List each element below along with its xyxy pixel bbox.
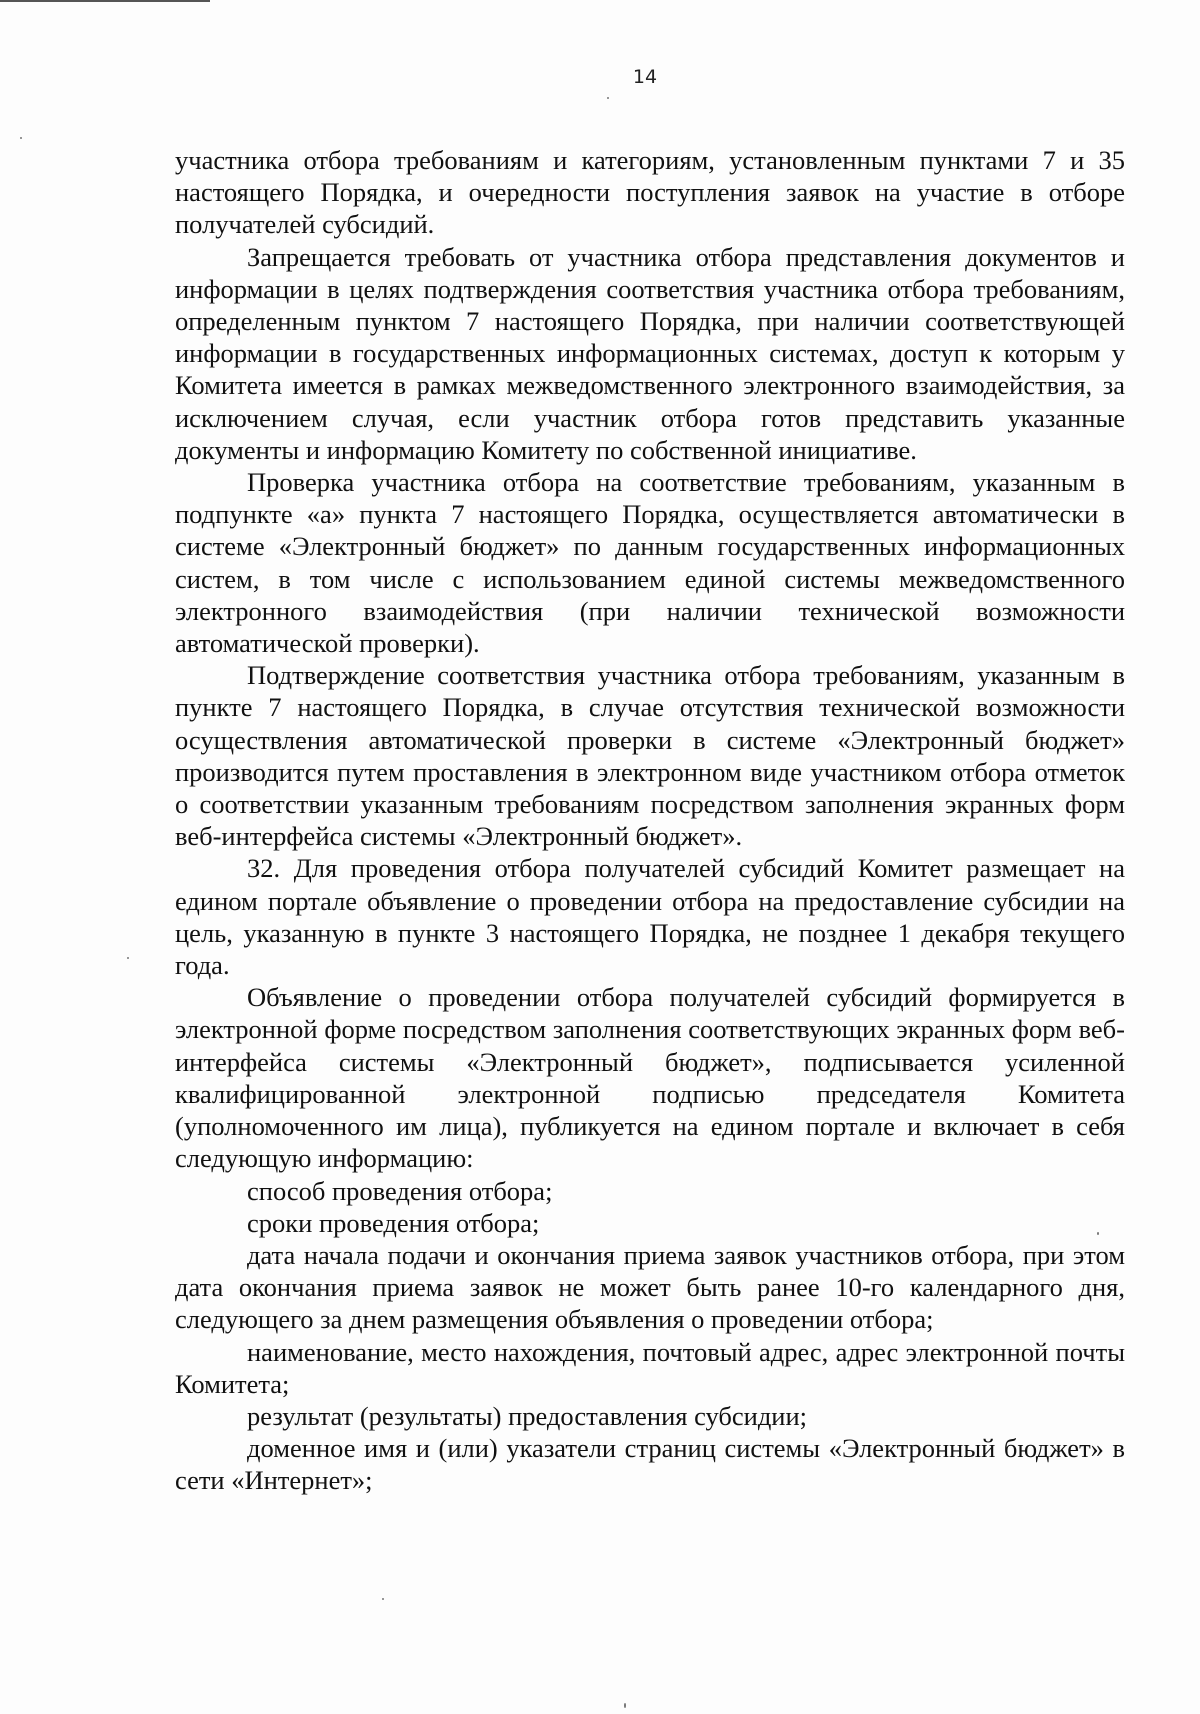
scan-speck bbox=[624, 1703, 626, 1708]
list-item: дата начала подачи и окончания приема заявок участников отбора, при этом дата окончания приема заявок не может быть ранее 10-го календарного дня, следующего за днем размещения объявления о проведении отбора; bbox=[175, 1239, 1125, 1335]
scan-speck bbox=[127, 957, 129, 959]
paragraph-continuation: участника отбора требованиям и категориям, установленным пунктами 7 и 35 настоящего Порядка, и очередности поступления заявок на участие в отборе получателей субсидий. bbox=[175, 145, 1125, 240]
document-body bbox=[175, 144, 1125, 1497]
list-item: сроки проведения отбора; bbox=[247, 1207, 540, 1238]
paragraph: Запрещается требовать от участника отбора представления документов и информации в целях подтверждения соответствия участника отбора требованиям, определенным пунктом 7 настоящего Порядка, при наличии соответствующей информации в государственных информационных системах, доступ к которым у Комитета имеется в рамках межведомственного электронного взаимодействия, за исключением случая, если участник отбора готов представить указанные документы и информацию Комитету по собственной инициативе. bbox=[175, 241, 1125, 465]
scan-speck bbox=[607, 97, 609, 99]
paragraph-item-32: 32. Для проведения отбора получателей субсидий Комитет размещает на едином портале объявление о проведении отбора на предоставление субсидии на цель, указанную в пункте 3 настоящего Порядка, не позднее 1 декабря текущего года. bbox=[175, 853, 1125, 981]
list-item: наименование, место нахождения, почтовый адрес, адрес электронной почты Комитета; bbox=[175, 1336, 1125, 1399]
paragraph: Объявление о проведении отбора получателей субсидий формируется в электронной форме посредством заполнения соответствующих экранных форм веб-интерфейса системы «Электронный бюджет», подписывается усиленной квалифицированной электронной подписью председателя Комитета (уполномоченного им лица), публикуется на едином портале и включает в себя следующую информацию: bbox=[175, 982, 1125, 1174]
list-item: результат (результаты) предоставления субсидии; bbox=[247, 1400, 808, 1431]
paragraph: Проверка участника отбора на соответствие требованиям, указанным в подпункте «а» пункта 7 настоящего Порядка, осуществляется автоматически в системе «Электронный бюджет» по данным государственных информационных систем, в том числе с использованием единой системы межведомственного электронного взаимодействия (при наличии технической возможности автоматической проверки). bbox=[175, 467, 1125, 659]
list-item: способ проведения отбора; bbox=[247, 1175, 553, 1206]
scan-speck bbox=[1097, 1232, 1099, 1235]
list-item: доменное имя и (или) указатели страниц системы «Электронный бюджет» в сети «Интернет»; bbox=[175, 1433, 1125, 1496]
page-number: 14 bbox=[632, 66, 658, 88]
paragraph: Подтверждение соответствия участника отбора требованиям, указанным в пункте 7 настоящего Порядка, в случае отсутствия технической возможности осуществления автоматической проверки в системе «Электронный бюджет» производится путем проставления в электронном виде участником отбора отметок о соответствии указанным требованиям посредством заполнения экранных форм веб-интерфейса системы «Электронный бюджет». bbox=[175, 660, 1125, 852]
scan-speck bbox=[382, 1598, 384, 1600]
scan-speck bbox=[20, 137, 22, 139]
scan-edge-line bbox=[0, 0, 210, 2]
